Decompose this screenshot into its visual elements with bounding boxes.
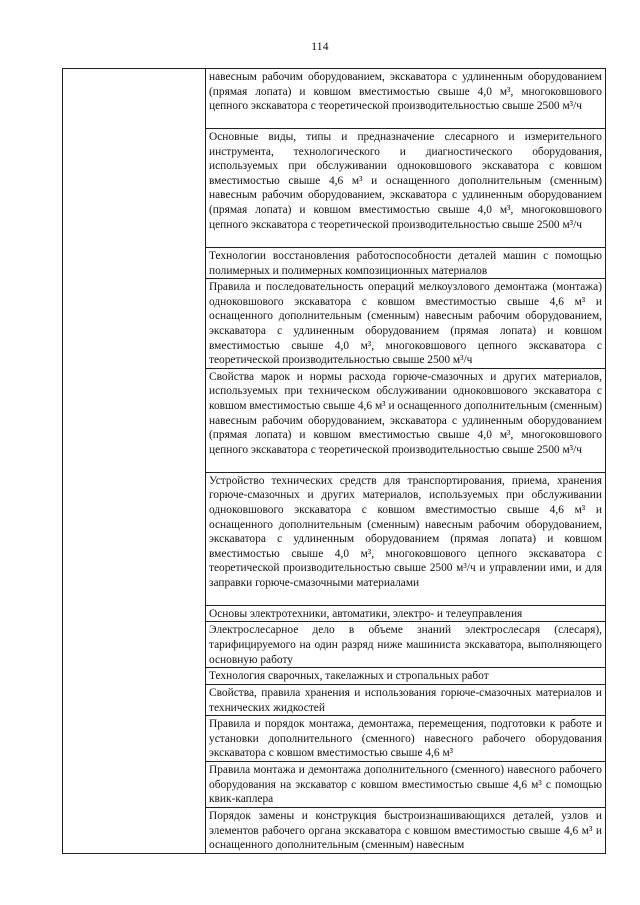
table-cell (206, 668, 606, 685)
requirement-text: Свойства, правила хранения и использования горюче-смазочных материалов и технических жидкостей (209, 686, 602, 714)
table-cell (206, 279, 606, 369)
label-cell-empty (63, 69, 206, 854)
requirement-text: Электрослесарное дело в объеме знаний электрослесаря (слесаря), тарифицируемого на один разряд ниже машиниста экскаватора, выполняющего основную работу (209, 624, 602, 666)
requirement-text: Правила монтажа и демонтажа дополнительного (сменного) навесного рабочего оборудования на экскаватор с ковшом вместимостью свыше 4,6 м³ с помощью квик-каплера (209, 764, 602, 806)
table-cell (206, 368, 606, 472)
requirement-text: Порядок замены и конструкция быстроизнашивающихся деталей, узлов и элементов рабочего органа экскаватора с ковшом вместимостью свыше 4,6 м³ и оснащенного дополнительным (сменным) навесным (209, 810, 602, 852)
requirement-text: Правила и порядок монтажа, демонтажа, перемещения, подготовки к работе и установки дополнительного (сменного) навесного рабочего оборудования экскаватора с ковшом вместимостью свыше 4,6 м³ (209, 718, 602, 760)
requirement-text: Технологии восстановления работоспособности деталей машин с помощью полимерных и полимерных композиционных материалов (209, 250, 602, 277)
requirement-text: Технология сварочных, такелажных и стропальных работ (209, 670, 489, 683)
requirement-text: Основные виды, типы и предназначение слесарного и измерительного инструмента, технологического и диагностического оборудования, используемых при обслуживании одноковшового экскаватора с ковшом вместимостью свыше 4,6 м³ и оснащенного дополнительным (сменным) навесным рабочим оборудованием, экскаватора с удлиненным оборудованием (прямая лопата) и ковшом вместимостью свыше 4,0 м³, многоковшового цепного экскаватора с теоретической производительностью свыше 2500 м³/ч (209, 131, 602, 231)
table-cell (206, 762, 606, 808)
requirement-text: навесным рабочим оборудованием, экскаватора с удлиненным оборудованием (прямая лопата) и ковшом вместимостью свыше 4,0 м³, многоковшового цепного экскаватора с теоретической производительностью свыше 2500 м³/ч (209, 71, 602, 113)
table-cell (206, 684, 606, 715)
table-cell (206, 472, 606, 605)
knowledge-table (62, 68, 606, 854)
table-row (63, 69, 606, 129)
requirement-text: Правила и последовательность операций мелкоузлового демонтажа (монтажа) одноковшового экскаватора с ковшом вместимостью свыше 4,6 м³ и оснащенного дополнительным (сменным) навесным рабочим оборудованием, экскаватора с удлиненным оборудованием (прямая лопата) и ковшом вместимостью свыше 4,0 м³, многоковшового цепного экскаватора с теоретической производительностью свыше 2500 м³/ч (209, 281, 602, 367)
table-cell (206, 248, 606, 279)
requirement-text: Устройство технических средств для транспортирования, приема, хранения горюче-смазочных и других материалов, используемых при обслуживании одноковшового экскаватора с ковшом вместимостью свыше 4,6 м³ и оснащенного дополнительным (сменным) навесным рабочим оборудованием, экскаватора с удлиненным оборудованием (прямая лопата) и ковшом вместимостью свыше 4,0 м³, многоковшового цепного экскаватора с теоретической производительностью свыше 2500 м³/ч и управлении ими, и для заправки горюче-смазочными материалами (209, 474, 602, 589)
requirement-text: Свойства марок и нормы расхода горюче-смазочных и других материалов, используемых при техническом обслуживании одноковшового экскаватора с ковшом вместимостью свыше 4,6 м³ и оснащенного дополнительным (сменным) навесным рабочим оборудованием, экскаватора с удлиненным оборудованием (прямая лопата) и ковшом вместимостью свыше 4,0 м³, многоковшового цепного экскаватора с теоретической производительностью свыше 2500 м³/ч (209, 370, 602, 456)
table-cell (206, 605, 606, 622)
table-cell (206, 69, 606, 129)
table-cell (206, 716, 606, 762)
table-cell (206, 622, 606, 668)
requirement-text: Основы электротехники, автоматики, электро- и телеуправления (209, 607, 523, 620)
page-number: 114 (311, 41, 329, 53)
table-cell (206, 808, 606, 854)
table-cell (206, 129, 606, 248)
